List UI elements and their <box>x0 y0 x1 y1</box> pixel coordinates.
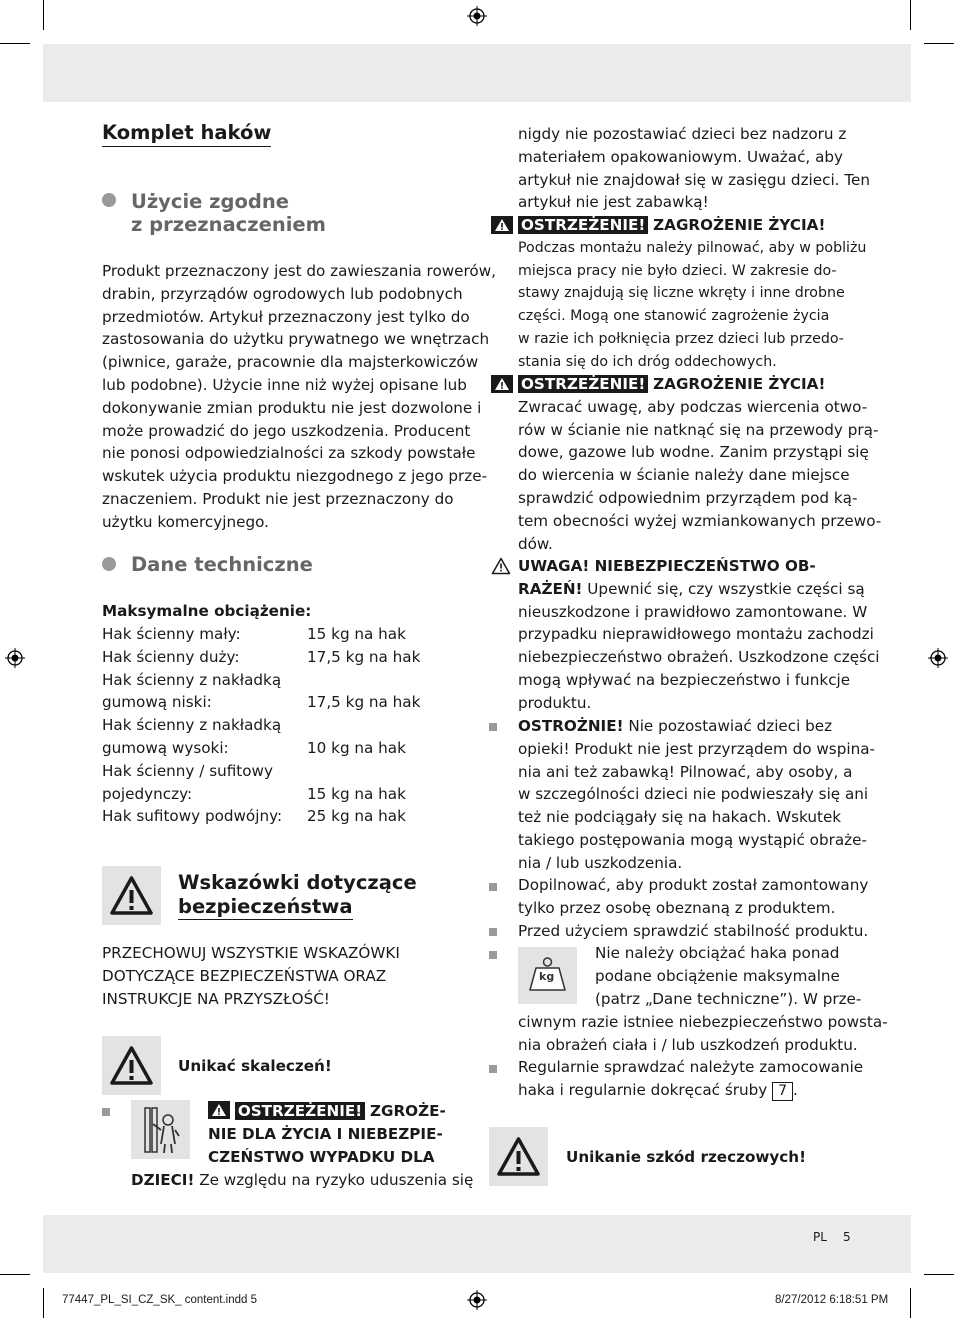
text-line: przypadku nieprawidłowego montażu zachodzi <box>518 625 874 644</box>
warning-life-1: OSTRZEŻENIE! ZAGROŻENIE ŻYCIA! Podczas montażu należy pilnować, aby w pobliżu miejsca pracy nie było dzieci. W zakresie do- stawy znajdują się liczne wkręty i inne drobne części. Mogą one stanowić zagrożenie życia w razie ich połknięcia przez dzieci lub przedo- stania się do ich dróg oddechowych. <box>518 214 858 374</box>
warning-triangle-icon <box>102 1036 161 1095</box>
text-line: artykuł nie znajdował się w zasięgu dzieci. Ten <box>518 170 871 189</box>
bullet-square-icon <box>489 928 497 936</box>
caution-injury: UWAGA! NIEBEZPIECZEŃSTWO OB- RAŻEŃ! Upewnić się, czy wszystkie części są nieuszkodzone i prawidłowo zamontowane. W przypadku nieprawidłowego montażu zachodzi niebezpieczeństwo obrażeń. Uszkodzone części mogą wpływać na bezpieczeństwo i funkcje produktu. <box>518 555 858 715</box>
warning-box <box>489 1127 548 1186</box>
warning-triangle-icon <box>491 375 513 393</box>
kg-weight-icon: kg <box>518 947 577 1004</box>
tech-row-name: gumową wysoki: <box>102 739 229 757</box>
text-line: dów. <box>518 534 553 553</box>
text-line: DOTYCZĄCE BEZPIECZEŃSTWA ORAZ <box>102 966 387 985</box>
text-line: podane obciążenie maksymalne <box>595 966 840 985</box>
warning-triangle-icon <box>491 216 513 234</box>
text-line: też nie podciągały się na hakach. Wskutek <box>518 808 842 827</box>
bullet-square-icon <box>489 883 497 891</box>
text-line: drabin, przyrządów ogrodowych lub podobnych <box>102 284 463 303</box>
keep-instructions <box>102 942 472 1010</box>
text-line: lub podobne). Użycie inne niż wyżej opisane lub <box>102 375 467 394</box>
section-heading-use: Użycie zgodne z przeznaczeniem <box>131 190 326 236</box>
bullet-install <box>518 874 869 920</box>
tech-row-name: Hak ścienny z nakładką <box>102 670 282 689</box>
warning-life-2: OSTRZEŻENIE! ZAGROŻENIE ŻYCIA! Zwracać uwagę, aby podczas wiercenia otwo- rów w ścianie nie natknąć się na przewody prą- dowe, gazowe lub wodne. Zanim przystąpi się do wiercenia w ścianie należy dane miejsce sprawdzić odpowiednim przyrządem pod ką- tem obecności wyżej wzmiankowanych przewo- dów. <box>518 373 858 555</box>
text-line: w szczególności dzieci nie podwieszały się ani <box>518 785 869 804</box>
tech-row-value: 15 kg na hak <box>307 784 406 803</box>
text-line: tylko przez osobę obeznaną z produktem. <box>518 898 836 917</box>
text-line: (patrz „Dane techniczne”). W prze- <box>595 989 862 1008</box>
max-load-label: Maksymalne obciążenie: <box>102 602 312 620</box>
text-line: Produkt przeznaczony jest do zawieszania rowerów, <box>102 262 496 280</box>
text-line: Zwracać uwagę, aby podczas wiercenia otwo- <box>518 397 868 416</box>
bullet-square-icon <box>489 723 497 731</box>
packaging-cont <box>518 123 871 214</box>
avoid-cuts-label: Unikać skaleczeń! <box>178 1057 332 1075</box>
child-icon <box>131 1100 190 1159</box>
text-line: mogą wpływać na bezpieczeństwo i funkcje <box>518 670 851 689</box>
tech-row-name: Hak ścienny / sufitowy <box>102 761 273 780</box>
tech-row-value: 25 kg na hak <box>307 807 406 826</box>
use-paragraph <box>102 260 496 534</box>
section-heading-tech: Dane techniczne <box>131 553 313 576</box>
footer-band <box>43 1215 911 1273</box>
registration-mark-icon <box>467 6 487 26</box>
text-line: takiego postępowania mogą wystąpić obraże- <box>518 830 867 849</box>
text-line: produktu. <box>518 693 592 712</box>
text-line: dowe, gazowe lub wodne. Zanim przystąpi się <box>518 443 869 462</box>
text-line: tem obecności wyżej wzmiankowanych przewo- <box>518 511 882 530</box>
bullet-stability: Przed użyciem sprawdzić stabilność produktu. <box>518 922 869 940</box>
tech-row-name: Hak ścienny mały: <box>102 625 241 643</box>
screw-reference: 7 <box>772 1082 793 1101</box>
file-name: 77447_PL_SI_CZ_SK_ content.indd 5 <box>62 1294 258 1306</box>
header-band <box>43 44 911 102</box>
text-line: niebezpieczeństwo obrażeń. Uszkodzone części <box>518 648 880 667</box>
text-line: opieki! Produkt nie jest przyrządem do wspina- <box>518 739 875 758</box>
text-line: nia / lub uszkodzenia. <box>518 853 683 872</box>
warning-box <box>102 866 161 925</box>
safety-heading: Wskazówki dotyczące bezpieczeństwa <box>178 871 417 918</box>
tech-row-value: 17,5 kg na hak <box>307 647 421 666</box>
text-line: Dopilnować, aby produkt został zamontowany <box>518 876 869 894</box>
tech-row-name: Hak ścienny duży: <box>102 647 240 666</box>
tech-table <box>102 623 472 833</box>
text-line: nigdy nie pozostawiać dzieci bez nadzoru z <box>518 125 847 143</box>
bullet-dot-icon <box>102 557 116 571</box>
page-lang: PL <box>813 1230 827 1244</box>
text-line: rów w ścianie nie natknąć się na przewody prą- <box>518 420 879 439</box>
registration-mark-icon <box>467 1290 487 1310</box>
load-paragraph-cont <box>518 1011 888 1057</box>
text-line: PRZECHOWUJ WSZYSTKIE WSKAZÓWKI <box>102 944 400 962</box>
text-line: wskutek użycia produktu niezgodnego z jego prze- <box>102 467 488 486</box>
text-line: do wiercenia w ścianie należy dane miejsce <box>518 466 850 485</box>
tech-row-name: gumową niski: <box>102 693 212 712</box>
text-line: stania się do ich dróg oddechowych. <box>518 353 777 370</box>
careful-paragraph: OSTROŻNIE! Nie pozostawiać dzieci bez opieki! Produkt nie jest przyrządem do wspina- nia ani też zabawką! Pilnować, aby osoby, a w szczególności dzieci nie podwieszały się ani też nie podciągały się na hakach. Wskutek takiego postępowania mogą wystąpić obraże- nia / lub uszkodzenia. <box>518 715 858 875</box>
bullet-square-icon <box>489 951 497 959</box>
child-warning: OSTRZEŻENIE! ZGROŻE- NIE DLA ŻYCIA I NIEBEZPIE- CZEŃSTWO WYPADKU DLA <box>208 1102 446 1166</box>
text-line: zastosowania do użytku prywatnego we wnętrzach <box>102 330 490 349</box>
avoid-damage-label: Unikanie szkód rzeczowych! <box>566 1148 807 1166</box>
registration-mark-icon <box>928 648 948 668</box>
warning-box <box>102 1036 161 1095</box>
tech-row-value: 15 kg na hak <box>307 625 406 643</box>
text-line: przedmiotów. Artykuł przeznaczony jest tylko do <box>102 307 470 326</box>
page-title: Komplet haków <box>102 120 271 147</box>
tech-row-name: pojedynczy: <box>102 784 193 803</box>
text-line: nia obrażeń ciała i / lub uszkodzeń produktu. <box>518 1035 858 1054</box>
text-line: miejsca pracy nie było dzieci. W zakresie do- <box>518 262 837 279</box>
text-line: Nie należy obciążać haka ponad <box>595 944 840 962</box>
text-line: nie ponosi odpowiedzialności za szkody powstałe <box>102 444 476 463</box>
text-line: ciwnym razie istniee niebezpieczeństwo powsta- <box>518 1013 888 1031</box>
text-line: Podczas montażu należy pilnować, aby w pobliżu <box>518 239 867 256</box>
text-line: nieuszkodzone i prawidłowo zamontowane. W <box>518 602 868 621</box>
text-line: INSTRUKCJE NA PRZYSZŁOŚĆ! <box>102 989 330 1008</box>
text-line: (piwnice, garaże, pracownie dla majsterkowiczów <box>102 353 479 372</box>
text-line: części. Mogą one stanowić zagrożenie życia <box>518 308 830 325</box>
text-line: znaczeniem. Produkt nie jest przeznaczony do <box>102 489 454 508</box>
text-line: materiałem opakowaniowym. Uważać, aby <box>518 147 844 166</box>
caution-triangle-icon <box>491 557 511 575</box>
warning-triangle-icon <box>102 866 161 925</box>
text-line: artykuł nie jest zabawką! <box>518 193 709 212</box>
bullet-dot-icon <box>102 193 116 207</box>
tech-row-name: Hak ścienny z nakładką <box>102 716 282 735</box>
text-line: może prowadzić do jego uszkodzenia. Producent <box>102 421 471 440</box>
text-line: stawy znajdują się liczne wkręty i inne drobne <box>518 285 845 302</box>
warning-triangle-icon <box>208 1101 230 1119</box>
timestamp: 8/27/2012 6:18:51 PM <box>775 1294 889 1306</box>
page-number: 5 <box>843 1230 851 1244</box>
tech-row-name: Hak sufitowy podwójny: <box>102 807 283 826</box>
tech-row-value: 10 kg na hak <box>307 739 406 757</box>
load-paragraph <box>595 942 862 1010</box>
text-line: dokonywanie zmian produktu nie jest dozwolone i <box>102 398 482 417</box>
tech-row-value: 17,5 kg na hak <box>307 693 421 712</box>
text-line: w razie ich połknięcia przez dzieci lub przedo- <box>518 330 844 347</box>
bullet-square-icon <box>102 1108 110 1116</box>
bullet-screws: Regularnie sprawdzać należyte zamocowanie haka i regularnie dokręcać śruby 7 . <box>518 1058 864 1099</box>
bullet-square-icon <box>489 1065 497 1073</box>
registration-mark-icon <box>5 648 25 668</box>
text-line: nia ani też zabawką! Pilnować, aby osoby, a <box>518 762 853 781</box>
text-line: sprawdzić odpowiednim przyrządem pod ką- <box>518 488 858 507</box>
child-warning-cont: DZIECI! Ze względu na ryzyko uduszenia się <box>131 1171 474 1189</box>
warning-triangle-icon <box>489 1127 548 1186</box>
text-line: użytku komercyjnego. <box>102 512 269 531</box>
